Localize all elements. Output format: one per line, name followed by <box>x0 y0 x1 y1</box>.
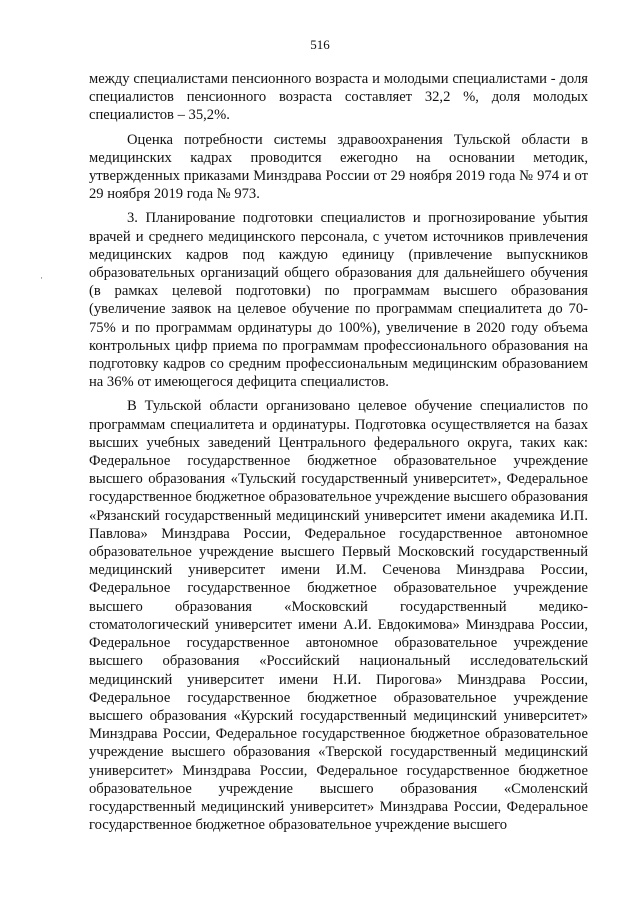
margin-mark: · <box>40 273 43 283</box>
page-number: 516 <box>310 37 330 52</box>
paragraph-targeted-training: В Тульской области организовано целевое обучение специалистов по программам специалитета и ординатуры. Подготовка осуществляется на базах высших учебных заведений Центрального федерального округа, таких как: Федеральное государственное бюджетное образовательное учреждение высшего образования «Тульский государственный университет», Федеральное государственное бюджетное образовательное учреждение высшего образования «Рязанский государственный медицинский университет имени академика И.П. Павлова» Минздрава России, Федеральное государственное автономное образовательное учреждение высшего Первый Московский государственный медицинский университет имени И.М. Сеченова Минздрава России, Федеральное государственное бюджетное образовательное учреждение высшего образования «Московский государственный медико-стоматологический университет имени А.И. Евдокимова» Минздрава России, Федеральное государственное автономное образовательное учреждение высшего образования «Российский национальный исследовательский медицинский университет имени Н.И. Пирогова» Минздрава России, Федеральное государственное бюджетное образовательное учреждение высшего образования «Курский государственный медицинский университет» Минздрава России, Федеральное государственное бюджетное образовательное учреждение высшего образования «Тверской государственный медицинский университет» Минздрава России, Федеральное государственное бюджетное образовательное учреждение высшего образования «Смоленский государственный медицинский университет» Минздрава России, Федеральное государственное бюджетное образовательное учреждение высшего <box>89 398 588 834</box>
document-body <box>89 70 588 840</box>
paragraph-training-planning: 3. Планирование подготовки специалистов и прогнозирование убытия врачей и среднего медицинского персонала, с учетом источников привлечения медицинских кадров под каждую единицу (привлечение выпускников образовательных организаций общего образования для дальнейшего обучения (в рамках целевой подготовки) по программам высшего образования (увеличение заявок на целевое обучение по программам специалитета до 70-75% и по программам ординатуры до 100%), увеличение в 2020 году объема контрольных цифр приема по программам профессионального образования на подготовку кадров со средним профессиональным медицинским образованием на 36% от имеющегося дефицита специалистов. <box>89 210 588 391</box>
paragraph-staff-age-ratio: между специалистами пенсионного возраста и молодыми специалистами - доля специалистов пенсионного возраста составляет 32,2 %, доля молодых специалистов – 35,2%. <box>89 71 588 124</box>
paragraph-needs-assessment: Оценка потребности системы здравоохранения Тульской области в медицинских кадрах проводится ежегодно на основании методик, утвержденных приказами Минздрава России от 29 ноября 2019 года № 974 и от 29 ноября 2019 года № 973. <box>89 131 588 203</box>
